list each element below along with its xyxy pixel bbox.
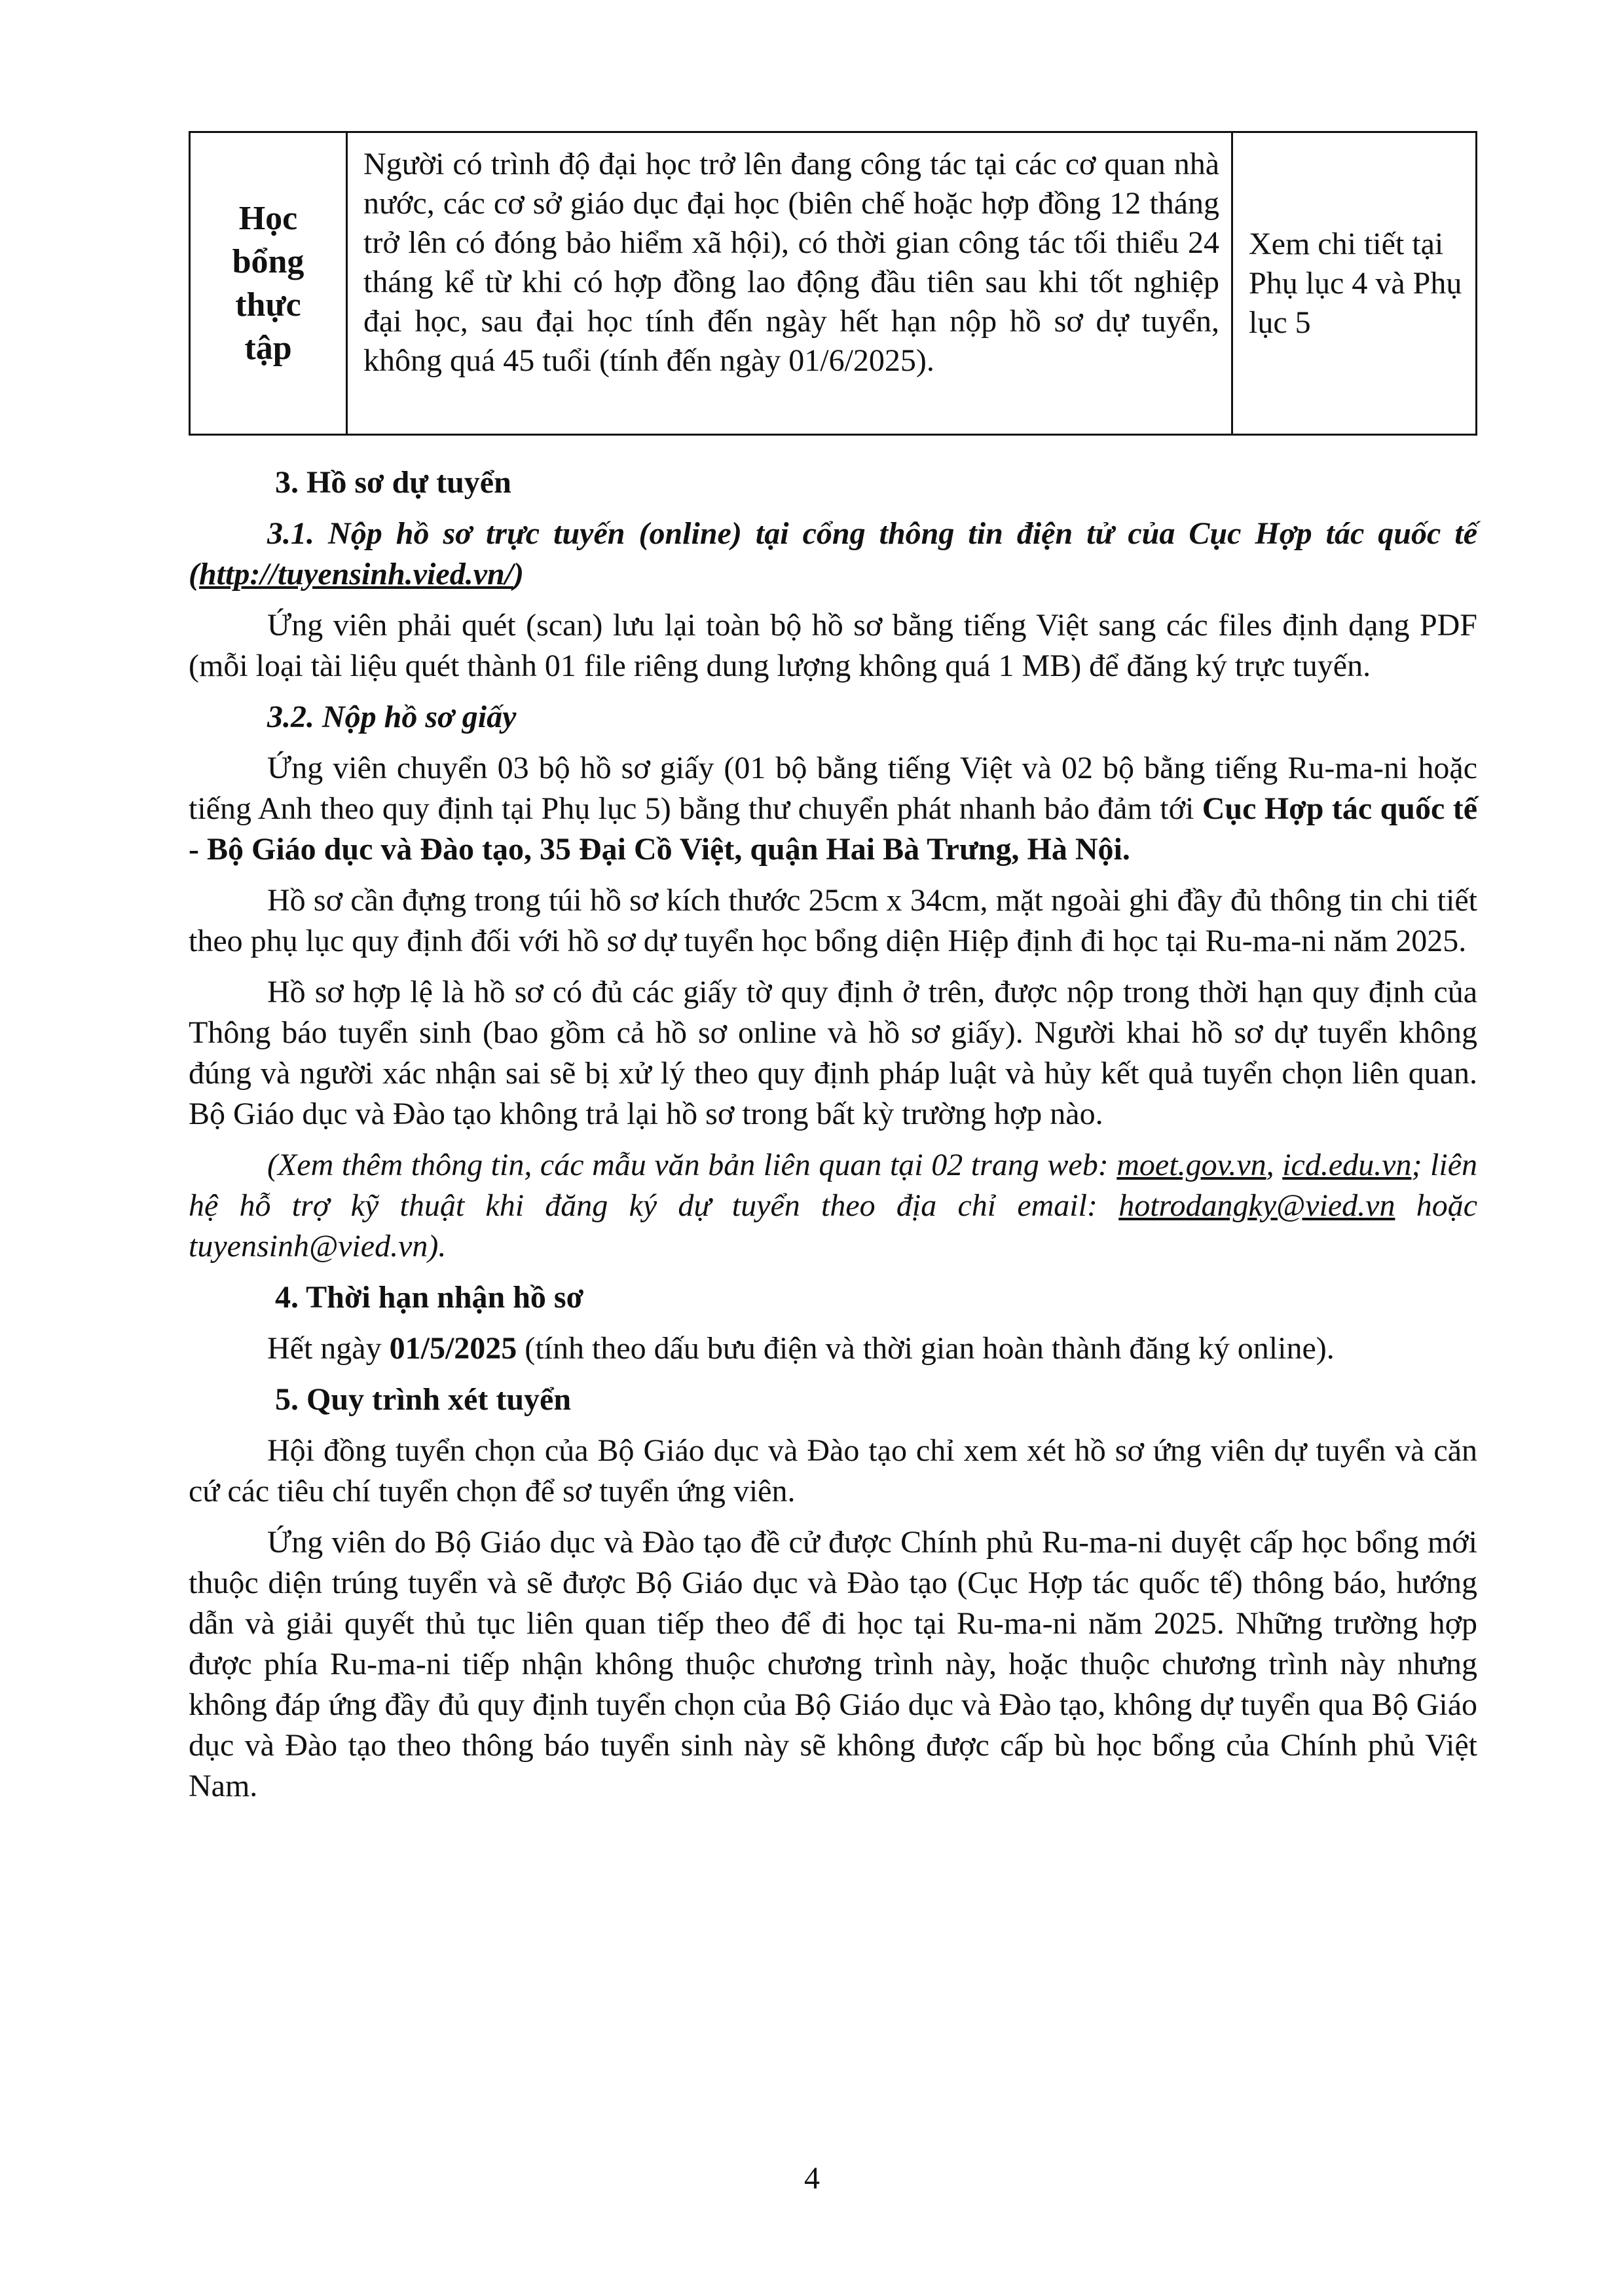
section-3-2-text-c: Hồ sơ hợp lệ là hồ sơ có đủ các giấy tờ quy định ở trên, được nộp trong thời hạn quy định của Thông báo tuyển sinh (bao gồm cả hồ sơ online và hồ sơ giấy). Người khai hồ sơ dự tuyển không đúng và người xác nhận sai sẽ bị xử lý theo quy định pháp luật và hủy kết quả tuyển chọn liên quan. Bộ Giáo dục và Đào tạo không trả lại hồ sơ trong bất kỳ trường hợp nào.: [189, 975, 1477, 1131]
section-5-p1: Hội đồng tuyển chọn của Bộ Giáo dục và Đào tạo chỉ xem xét hồ sơ ứng viên dự tuyển và căn cứ các tiêu chí tuyển chọn để sơ tuyển ứng viên.: [189, 1433, 1477, 1509]
section-4-text-b: (tính theo dấu bưu điện và thời gian hoàn thành đăng ký online).: [517, 1331, 1335, 1366]
section-3-1-text: Ứng viên phải quét (scan) lưu lại toàn bộ hồ sơ bằng tiếng Việt sang các files định dạng PDF (mỗi loại tài liệu quét thành 01 file riêng dung lượng không quá 1 MB) để đăng ký trực tuyến.: [189, 608, 1477, 683]
contact-note-a: (Xem thêm thông tin, các mẫu văn bản liên quan tại 02 trang web:: [267, 1148, 1117, 1182]
icd-link[interactable]: icd.edu.vn: [1282, 1148, 1412, 1182]
section-3-1-heading-close: ): [513, 557, 525, 591]
page-number: 4: [804, 2161, 820, 2196]
contact-note-sep: ,: [1266, 1148, 1283, 1182]
deadline-date: 01/5/2025: [389, 1331, 517, 1366]
submission-address: Cục Hợp tác quốc tế - Bộ Giáo dục và Đào tạo, 35 Đại Cồ Việt, quận Hai Bà Trưng, Hà Nội.: [189, 791, 1478, 867]
note-text: Xem chi tiết tại Phụ lục 4 và Phụ lục 5: [1249, 226, 1462, 340]
section-5-p2: Ứng viên do Bộ Giáo dục và Đào tạo đề cử được Chính phủ Ru-ma-ni duyệt cấp học bổng mới thuộc diện trúng tuyển và sẽ được Bộ Giáo dục và Đào tạo (Cục Hợp tác quốc tế) thông báo, hướng dẫn và giải quyết thủ tục liên quan tiếp theo để đi học tại Ru-ma-ni năm 2025. Những trường hợp được phía Ru-ma-ni tiếp nhận không thuộc chương trình này, hoặc thuộc chương trình này nhưng không đáp ứng đầy đủ quy định tuyển chọn của Bộ Giáo dục và Đào tạo, không dự tuyển qua Bộ Giáo dục và Đào tạo theo thông báo tuyển sinh này sẽ không được cấp bù học bổng của Chính phủ Việt Nam.: [189, 1525, 1477, 1803]
section-3-1-heading-text: 3.1. Nộp hồ sơ trực tuyến (online) tại cổng thông tin điện tử của Cục Hợp tác quốc tế (: [189, 516, 1477, 591]
section-4-heading: 4. Thời hạn nhận hồ sơ: [275, 1280, 584, 1315]
contact-note-b: ; liên hệ hỗ trợ kỹ thuật khi đăng ký dự tuyển theo địa chỉ email:: [189, 1148, 1478, 1223]
document-body: [189, 459, 1477, 1807]
row-label: Học bổng thực tập: [232, 199, 304, 367]
support-email-link[interactable]: hotrodangky@vied.vn: [1118, 1188, 1395, 1223]
section-3-2-heading: 3.2. Nộp hồ sơ giấy: [267, 700, 517, 734]
eligibility-cell: [348, 133, 1233, 434]
section-3-2-text-a: [189, 748, 1477, 870]
section-3-heading: 3. Hồ sơ dự tuyển: [275, 465, 511, 500]
contact-note-c: hoặc tuyensinh@vied.vn).: [189, 1188, 1477, 1264]
eligibility-text: Người có trình độ đại học trở lên đang công tác tại các cơ quan nhà nước, các cơ sở giáo dục đại học (biên chế hoặc hợp đồng 12 tháng trở lên có đóng bảo hiểm xã hội), có thời gian công tác tối thiểu 24 tháng kể từ khi có hợp đồng lao động đầu tiên sau khi tốt nghiệp đại học, sau đại học tính đến ngày hết hạn nộp hồ sơ dự tuyển, không quá 45 tuổi (tính đến ngày 01/6/2025).: [363, 147, 1219, 378]
section-4-text: [189, 1328, 1477, 1369]
section-4-text-a: Hết ngày: [267, 1331, 390, 1366]
section-3-1-heading: [189, 514, 1477, 595]
section-5-heading: 5. Quy trình xét tuyển: [275, 1382, 572, 1417]
section-3-2-text-a-body: Ứng viên chuyển 03 bộ hồ sơ giấy (01 bộ bằng tiếng Việt và 02 bộ bằng tiếng Ru-ma-ni hoặc tiếng Anh theo quy định tại Phụ lục 5) bằng thư chuyển phát nhanh bảo đảm tới: [189, 751, 1477, 826]
note-cell: [1233, 133, 1475, 434]
contact-note: [189, 1145, 1477, 1267]
portal-link[interactable]: http://tuyensinh.vied.vn/: [198, 557, 514, 591]
moet-link[interactable]: moet.gov.vn: [1116, 1148, 1266, 1182]
section-3-2-text-b: Hồ sơ cần đựng trong túi hồ sơ kích thước 25cm x 34cm, mặt ngoài ghi đầy đủ thông tin chi tiết theo phụ lục quy định đối với hồ sơ dự tuyển học bổng diện Hiệp định đi học tại Ru-ma-ni năm 2025.: [189, 883, 1477, 958]
row-label-cell: [191, 133, 348, 434]
scholarship-table-row: [189, 131, 1477, 436]
